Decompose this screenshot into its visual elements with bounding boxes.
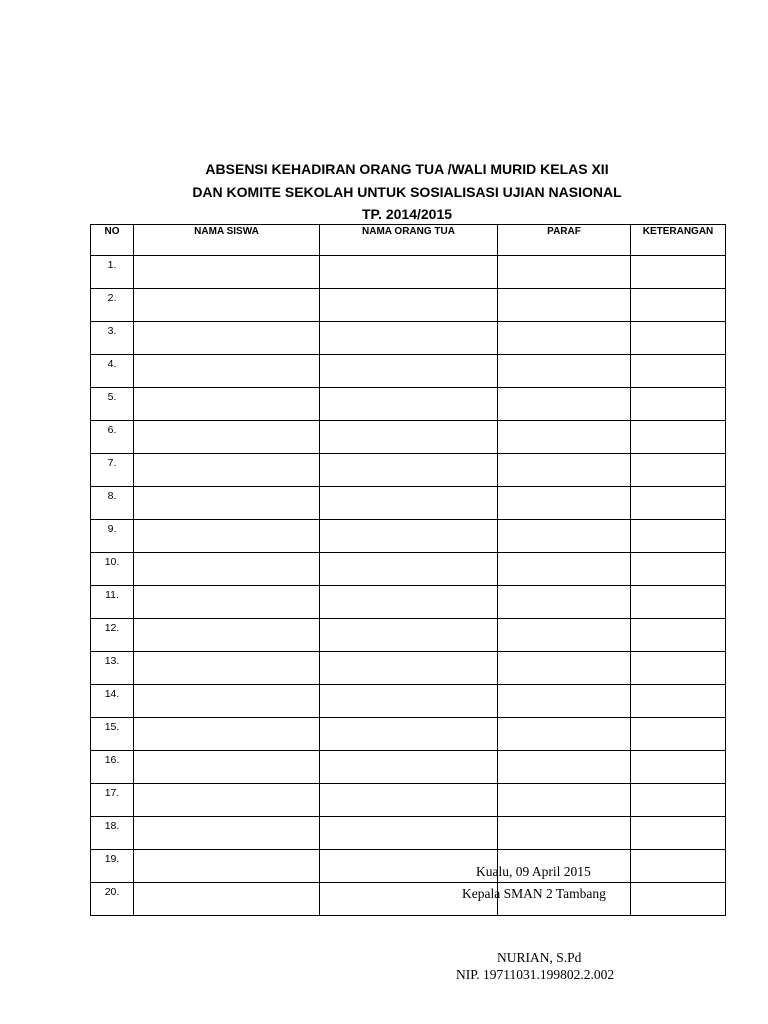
cell-paraf[interactable] [498, 718, 631, 751]
cell-paraf[interactable] [498, 388, 631, 421]
table-row [91, 421, 726, 454]
cell-no: 14. [91, 685, 134, 718]
cell-no: 6. [91, 421, 134, 454]
cell-keterangan[interactable] [631, 289, 726, 322]
cell-paraf[interactable] [498, 421, 631, 454]
cell-keterangan[interactable] [631, 784, 726, 817]
cell-no: 11. [91, 586, 134, 619]
cell-no: 8. [91, 487, 134, 520]
cell-no: 12. [91, 619, 134, 652]
cell-no: 7. [91, 454, 134, 487]
table-row [91, 520, 726, 553]
cell-nama-siswa[interactable] [134, 586, 320, 619]
cell-keterangan[interactable] [631, 454, 726, 487]
cell-nama-siswa[interactable] [134, 817, 320, 850]
table-row [91, 289, 726, 322]
cell-no: 18. [91, 817, 134, 850]
cell-no: 5. [91, 388, 134, 421]
attendance-table [90, 224, 726, 916]
cell-nama-orang-tua[interactable] [320, 685, 498, 718]
cell-keterangan[interactable] [631, 421, 726, 454]
cell-nama-siswa[interactable] [134, 553, 320, 586]
header-paraf: PARAF [498, 225, 631, 256]
cell-keterangan[interactable] [631, 586, 726, 619]
cell-no: 10. [91, 553, 134, 586]
cell-keterangan[interactable] [631, 355, 726, 388]
cell-nama-orang-tua[interactable] [320, 718, 498, 751]
cell-paraf[interactable] [498, 454, 631, 487]
table-row [91, 487, 726, 520]
cell-no: 4. [91, 355, 134, 388]
cell-keterangan[interactable] [631, 388, 726, 421]
cell-keterangan[interactable] [631, 520, 726, 553]
cell-nama-siswa[interactable] [134, 388, 320, 421]
cell-nama-orang-tua[interactable] [320, 817, 498, 850]
cell-nama-orang-tua[interactable] [320, 454, 498, 487]
cell-nama-siswa[interactable] [134, 718, 320, 751]
cell-nama-orang-tua[interactable] [320, 619, 498, 652]
cell-paraf[interactable] [498, 289, 631, 322]
table-row [91, 256, 726, 289]
cell-nama-orang-tua[interactable] [320, 421, 498, 454]
cell-paraf[interactable] [498, 520, 631, 553]
header-no: NO [91, 225, 134, 256]
cell-nama-siswa[interactable] [134, 520, 320, 553]
table-row [91, 454, 726, 487]
cell-nama-siswa[interactable] [134, 256, 320, 289]
cell-nama-siswa[interactable] [134, 784, 320, 817]
table-row [91, 718, 726, 751]
cell-paraf[interactable] [498, 784, 631, 817]
header-keterangan: KETERANGAN [631, 225, 726, 256]
cell-no: 16. [91, 751, 134, 784]
cell-nama-orang-tua[interactable] [320, 784, 498, 817]
cell-nama-siswa[interactable] [134, 454, 320, 487]
cell-nama-orang-tua[interactable] [320, 355, 498, 388]
cell-keterangan[interactable] [631, 256, 726, 289]
signature-place-date: Kualu, 09 April 2015 [476, 864, 591, 879]
cell-paraf[interactable] [498, 256, 631, 289]
cell-no: 9. [91, 520, 134, 553]
cell-keterangan[interactable] [631, 487, 726, 520]
cell-nama-siswa[interactable] [134, 421, 320, 454]
cell-no: 17. [91, 784, 134, 817]
header-nama-orang-tua: NAMA ORANG TUA [320, 225, 498, 256]
table-row [91, 784, 726, 817]
cell-nama-orang-tua[interactable] [320, 388, 498, 421]
table-row [91, 553, 726, 586]
cell-nama-siswa[interactable] [134, 322, 320, 355]
cell-nama-orang-tua[interactable] [320, 652, 498, 685]
cell-nama-siswa[interactable] [134, 652, 320, 685]
cell-paraf[interactable] [498, 553, 631, 586]
cell-nama-orang-tua[interactable] [320, 322, 498, 355]
cell-keterangan[interactable] [631, 553, 726, 586]
signature-position: Kepala SMAN 2 Tambang [462, 886, 606, 901]
table-row [91, 355, 726, 388]
cell-no: 20. [91, 883, 134, 916]
cell-paraf[interactable] [498, 619, 631, 652]
document-title [90, 158, 724, 226]
table-row [91, 586, 726, 619]
cell-nama-siswa[interactable] [134, 619, 320, 652]
cell-keterangan[interactable] [631, 883, 726, 916]
cell-paraf[interactable] [498, 487, 631, 520]
cell-nama-siswa[interactable] [134, 289, 320, 322]
cell-no: 19. [91, 850, 134, 883]
table-row [91, 619, 726, 652]
table-row [91, 850, 726, 883]
table-row [91, 883, 726, 916]
header-nama-siswa: NAMA SISWA [134, 225, 320, 256]
cell-paraf[interactable] [498, 817, 631, 850]
cell-nama-orang-tua[interactable] [320, 520, 498, 553]
cell-keterangan[interactable] [631, 322, 726, 355]
cell-keterangan[interactable] [631, 850, 726, 883]
cell-no: 2. [91, 289, 134, 322]
cell-no: 13. [91, 652, 134, 685]
cell-paraf[interactable] [498, 322, 631, 355]
cell-keterangan[interactable] [631, 619, 726, 652]
cell-paraf[interactable] [498, 652, 631, 685]
table-row [91, 751, 726, 784]
cell-no: 1. [91, 256, 134, 289]
cell-nama-siswa[interactable] [134, 850, 320, 883]
title-line-3: TP. 2014/2015 [361, 206, 453, 222]
cell-nama-orang-tua[interactable] [320, 553, 498, 586]
cell-nama-orang-tua[interactable] [320, 487, 498, 520]
table-row [91, 388, 726, 421]
cell-paraf[interactable] [498, 586, 631, 619]
cell-nama-siswa[interactable] [134, 487, 320, 520]
cell-paraf[interactable] [498, 685, 631, 718]
title-line-2: DAN KOMITE SEKOLAH UNTUK SOSIALISASI UJIAN NASIONAL [192, 183, 622, 200]
table-row [91, 817, 726, 850]
cell-nama-siswa[interactable] [134, 751, 320, 784]
cell-no: 3. [91, 322, 134, 355]
cell-keterangan[interactable] [631, 817, 726, 850]
title-line-1: ABSENSI KEHADIRAN ORANG TUA /WALI MURID KELAS XII [205, 161, 609, 177]
cell-keterangan[interactable] [631, 652, 726, 685]
signature-nip: NIP. 19711031.199802.2.002 [456, 967, 615, 982]
cell-nama-siswa[interactable] [134, 685, 320, 718]
cell-nama-siswa[interactable] [134, 883, 320, 916]
table-row [91, 652, 726, 685]
cell-nama-siswa[interactable] [134, 355, 320, 388]
cell-no: 15. [91, 718, 134, 751]
cell-nama-orang-tua[interactable] [320, 850, 498, 883]
table-row [91, 685, 726, 718]
table-row [91, 322, 726, 355]
cell-nama-orang-tua[interactable] [320, 289, 498, 322]
cell-nama-orang-tua[interactable] [320, 751, 498, 784]
cell-paraf[interactable] [498, 355, 631, 388]
cell-paraf[interactable] [498, 751, 631, 784]
cell-keterangan[interactable] [631, 718, 726, 751]
cell-nama-orang-tua[interactable] [320, 586, 498, 619]
table-header-row [91, 225, 726, 256]
cell-nama-orang-tua[interactable] [320, 256, 498, 289]
signature-name: NURIAN, S.Pd [497, 950, 582, 965]
cell-keterangan[interactable] [631, 751, 726, 784]
cell-keterangan[interactable] [631, 685, 726, 718]
